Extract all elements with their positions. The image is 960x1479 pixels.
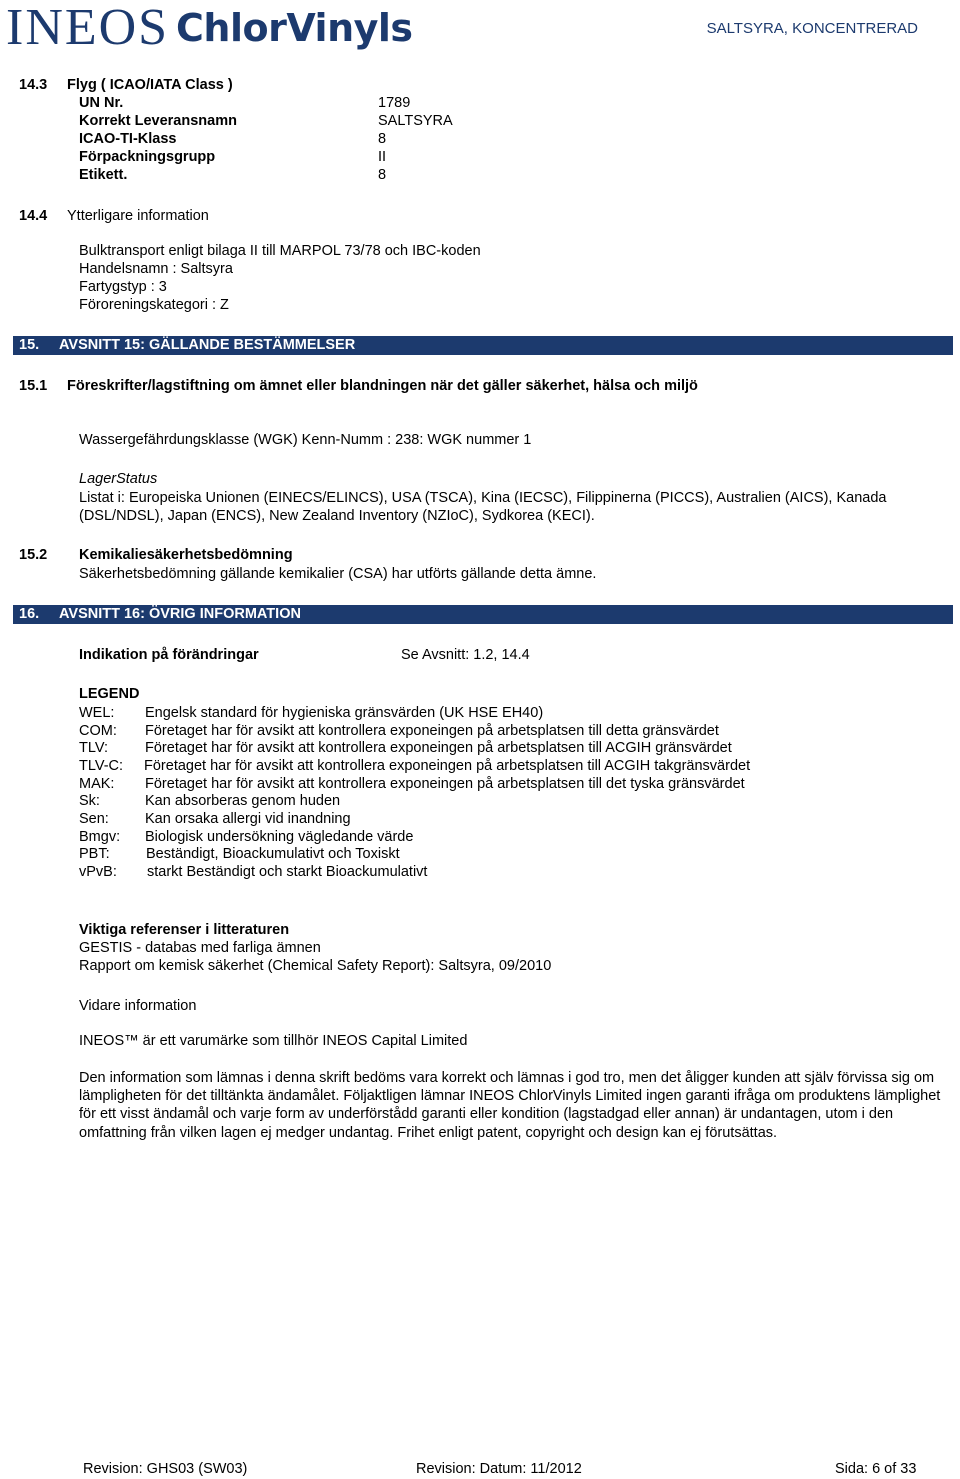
footer-page-number: Sida: 6 of 33 [835,1461,917,1477]
legend-abbr: Bmgv: [79,829,121,845]
reference-item: Rapport om kemisk säkerhet (Chemical Safety Report): Saltsyra, 09/2010 [79,958,552,974]
legend-desc: starkt Beständigt och starkt Bioackumulativt [147,864,428,880]
trade-name-line: Handelsnamn : Saltsyra [79,261,233,277]
bulk-transport-line: Bulktransport enligt bilaga II till MARPOL 73/78 och IBC-koden [79,243,481,259]
legend-desc: Företaget har för avsikt att kontrollera exponeingen på arbetsplatsen till ACGIH takgränsvärdet [144,758,751,774]
trademark-notice: INEOS™ är ett varumärke som tillhör INEOS Capital Limited [79,1033,468,1049]
ineos-logo: INEOS [6,0,170,56]
reference-item: GESTIS - databas med farliga ämnen [79,940,321,956]
section-15-2-title: Kemikaliesäkerhetsbedömning [79,547,293,563]
section-14-3-number: 14.3 [19,77,48,93]
label-value: 8 [378,167,387,183]
document-title: SALTSYRA, KONCENTRERAD [706,20,918,37]
section-16-number: 16. [19,606,40,622]
further-info: Vidare information [79,998,197,1014]
pollution-category-line: Föroreningskategori : Z [79,297,229,313]
section-14-3-title: Flyg ( ICAO/IATA Class ) [67,77,233,93]
section-15-number: 15. [19,337,40,353]
section-15-header-bar [13,336,953,355]
disclaimer-paragraph: Den information som lämnas i denna skrift bedöms vara korrekt och lämnas i god tro, men det åligger kunden att själv förvissa sig om lämpligheten för det tilltänkta ändamålet. Följaktligen lämnar INEOS ChlorVinyls Limited ingen garanti ifråga om produktens lämplighet för ett visst ändamål och varje form av underförstådd garanti eller kondition (lagstadgad eller annan) är undantagen, utom i den omfattning från vilken lagen ej medger undantag. Frihet enligt patent, copyright och design kan ej förutsättas. [79,1070,941,1141]
legend-desc: Företaget har för avsikt att kontrollera exponeingen på arbetsplatsen till det tyska gränsvärdet [145,776,745,792]
ship-type-line: Fartygstyp : 3 [79,279,167,295]
lager-status-text: Listat i: Europeiska Unionen (EINECS/ELINCS), USA (TSCA), Kina (IECSC), Filippinerna (PICCS), Australien (AICS), Kanada (DSL/NDSL), Japan (ENCS), New Zealand Inventory (NZIoC), Sydkorea (KECI). [79,490,887,525]
lager-status-label: LagerStatus [79,471,158,487]
section-16-header-bar [13,605,953,624]
legend-abbr: PBT: [79,846,110,862]
wgk-line: Wassergefährdungsklasse (WGK) Kenn-Numm : 238: WGK nummer 1 [79,432,532,448]
footer-revision: Revision: GHS03 (SW03) [83,1461,248,1477]
legend-desc: Biologisk undersökning vägledande värde [145,829,414,845]
legend-abbr: COM: [79,723,117,739]
legend-abbr: TLV: [79,740,109,756]
chlorvinyls-logo: ChlorVinyls [176,6,413,50]
references-title: Viktiga referenser i litteraturen [79,922,290,938]
icao-class-label: ICAO-TI-Klass [79,131,177,147]
legend-abbr: Sen: [79,811,109,827]
csa-text: Säkerhetsbedömning gällande kemikalier (CSA) har utförts gällande detta ämne. [79,566,597,582]
changes-value: Se Avsnitt: 1.2, 14.4 [401,647,530,663]
legend-abbr: TLV-C: [79,758,124,774]
legend-desc: Engelsk standard för hygieniska gränsvärden (UK HSE EH40) [145,705,544,721]
legend-title: LEGEND [79,686,140,702]
un-number-value: 1789 [378,95,411,111]
legend-desc: Företaget har för avsikt att kontrollera exponeingen på arbetsplatsen till ACGIH gränsvärdet [145,740,732,756]
legend-abbr: vPvB: [79,864,117,880]
un-number-label: UN Nr. [79,95,124,111]
section-15-1-number: 15.1 [19,378,48,394]
packing-group-value: II [378,149,387,165]
legend-desc: Företaget har för avsikt att kontrollera exponeingen på arbetsplatsen till detta gränsvärdet [145,723,719,739]
packing-group-label: Förpackningsgrupp [79,149,216,165]
section-15-2-number: 15.2 [19,547,48,563]
section-15-1-title: Föreskrifter/lagstiftning om ämnet eller blandningen när det gäller säkerhet, hälsa och miljö [67,378,698,394]
legend-abbr: MAK: [79,776,115,792]
legend-abbr: WEL: [79,705,115,721]
legend-abbr: Sk: [79,793,100,809]
section-14-4-title: Ytterligare information [67,208,209,224]
footer-revision-date: Revision: Datum: 11/2012 [416,1461,582,1477]
legend-desc: Beständigt, Bioackumulativt och Toxiskt [146,846,400,862]
icao-class-value: 8 [378,131,387,147]
legend-desc: Kan orsaka allergi vid inandning [145,811,351,827]
shipping-name-label: Korrekt Leveransnamn [79,113,237,129]
changes-label: Indikation på förändringar [79,647,259,663]
section-14-4-number: 14.4 [19,208,48,224]
legend-desc: Kan absorberas genom huden [145,793,341,809]
section-15-title: AVSNITT 15: GÄLLANDE BESTÄMMELSER [59,337,356,353]
shipping-name-value: SALTSYRA [378,113,453,129]
section-16-title: AVSNITT 16: ÖVRIG INFORMATION [59,606,301,622]
label-label: Etikett. [79,167,128,183]
